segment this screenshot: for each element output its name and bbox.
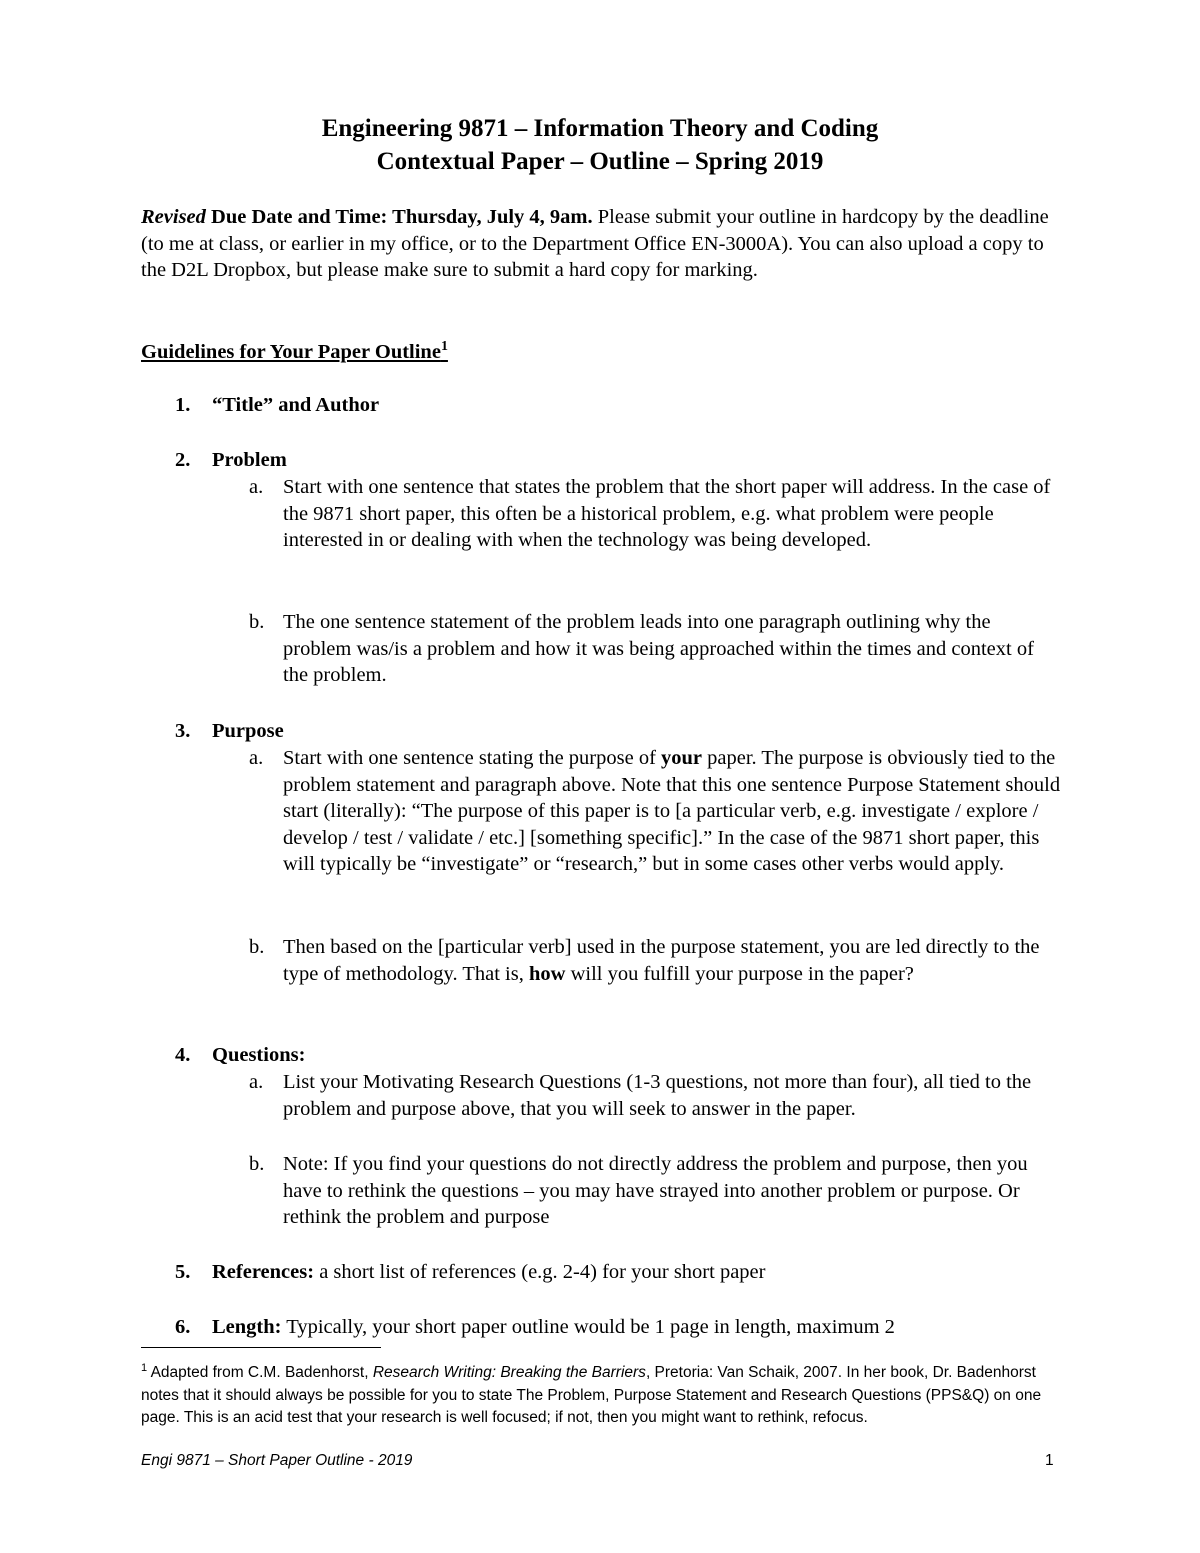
item-3a-text: Start with one sentence stating the purpose of your paper. The purpose is obviously tied to the problem statement and paragraph above. Note that this one sentence Purpose Statement should start (literally): “The purpose of this paper is to [a particular verb, e.g. investigate / explore / develop / test / validate / etc.] [something specific].” In the case of the 9871 short paper, this will typically be “investigate” or “research,” but in some cases other verbs would apply. [283, 747, 1061, 875]
item-1-label: “Title” and Author [212, 394, 380, 416]
item-3b-text: Then based on the [particular verb] used in the purpose statement, you are led directly to the type of methodology. That is, how will you fulfill your purpose in the paper? [283, 936, 1040, 985]
item-2-number: 2. [175, 449, 191, 471]
due-date-paragraph [141, 204, 1061, 284]
page-footer-title: Engi 9871 – Short Paper Outline - 2019 [141, 1452, 413, 1469]
item-4a-letter: a. [249, 1071, 264, 1093]
item-4b-text: Note: If you find your questions do not directly address the problem and purpose, then you have to rethink the questions – you may have strayed into another problem or purpose. Or rethink the problem and purpose [283, 1153, 1028, 1228]
footnote-book-title: Research Writing: Breaking the Barriers [372, 1364, 646, 1381]
item-2b-text: The one sentence statement of the problem leads into one paragraph outlining why the problem was/is a problem and how it was being approached within the times and context of the problem. [283, 611, 1034, 686]
document-title: Engineering 9871 – Information Theory and Coding [321, 115, 879, 142]
guidelines-heading: Guidelines for Your Paper Outline$^1$ [141, 339, 448, 363]
item-6-number: 6. [175, 1316, 191, 1338]
footnote-divider [141, 1347, 381, 1348]
due-label: Due Date and Time: [205, 206, 393, 228]
due-date: Thursday, July 4, 9am. [392, 206, 593, 228]
item-6-text: Length: Typically, your short paper outline would be 1 page in length, maximum 2 [212, 1316, 895, 1338]
item-4a-text: List your Motivating Research Questions (1-3 questions, not more than four), all tied to the problem and purpose above, that you will seek to answer in the paper. [283, 1071, 1032, 1120]
item-5-number: 5. [175, 1261, 191, 1283]
document-subtitle: Contextual Paper – Outline – Spring 2019 [376, 148, 824, 175]
item-3-label: Purpose [212, 720, 284, 742]
footnote-reference[interactable]: 1 [440, 339, 448, 354]
item-4b-letter: b. [249, 1153, 265, 1175]
item-3-number: 3. [175, 720, 191, 742]
footnote-mark: 1 [141, 1362, 148, 1374]
footnote: $^1$ Adapted from C.M. Badenhorst, Research Writing: Breaking the Barriers, Pretoria: Van Schaik, 2007. In her book, Dr. Badenhorst notes that it should always be possible for you to state The Problem, Purpose Statement and Research Questions (PPS&Q) on one page. This is an acid test that your research is well focused; if not, then you might want to rethink, refocus. [141, 1362, 1042, 1426]
item-2-label: Problem [212, 449, 287, 471]
item-5-text: References: a short list of references (e.g. 2-4) for your short paper [212, 1261, 766, 1283]
item-4-label: Questions: [212, 1044, 306, 1066]
due-instructions: Please submit your outline in hardcopy by the deadline (to me at class, or earlier in my office, or to the Department Office EN-3000A). You can also upload a copy to the D2L Dropbox, but please make sure to submit a hard copy for marking. [141, 206, 1049, 281]
revised-word: Revised [141, 206, 206, 228]
item-3a-letter: a. [249, 747, 264, 769]
page-number: 1 [1045, 1452, 1054, 1469]
item-2a-text: Start with one sentence that states the problem that the short paper will address. In the case of the 9871 short paper, this often be a historical problem, e.g. what problem were people interested in or dealing with when the technology was being developed. [283, 476, 1051, 551]
item-2a-letter: a. [249, 476, 264, 498]
item-1-number: 1. [175, 394, 191, 416]
item-2b-letter: b. [249, 611, 265, 633]
item-3b-letter: b. [249, 936, 265, 958]
item-4-number: 4. [175, 1044, 191, 1066]
